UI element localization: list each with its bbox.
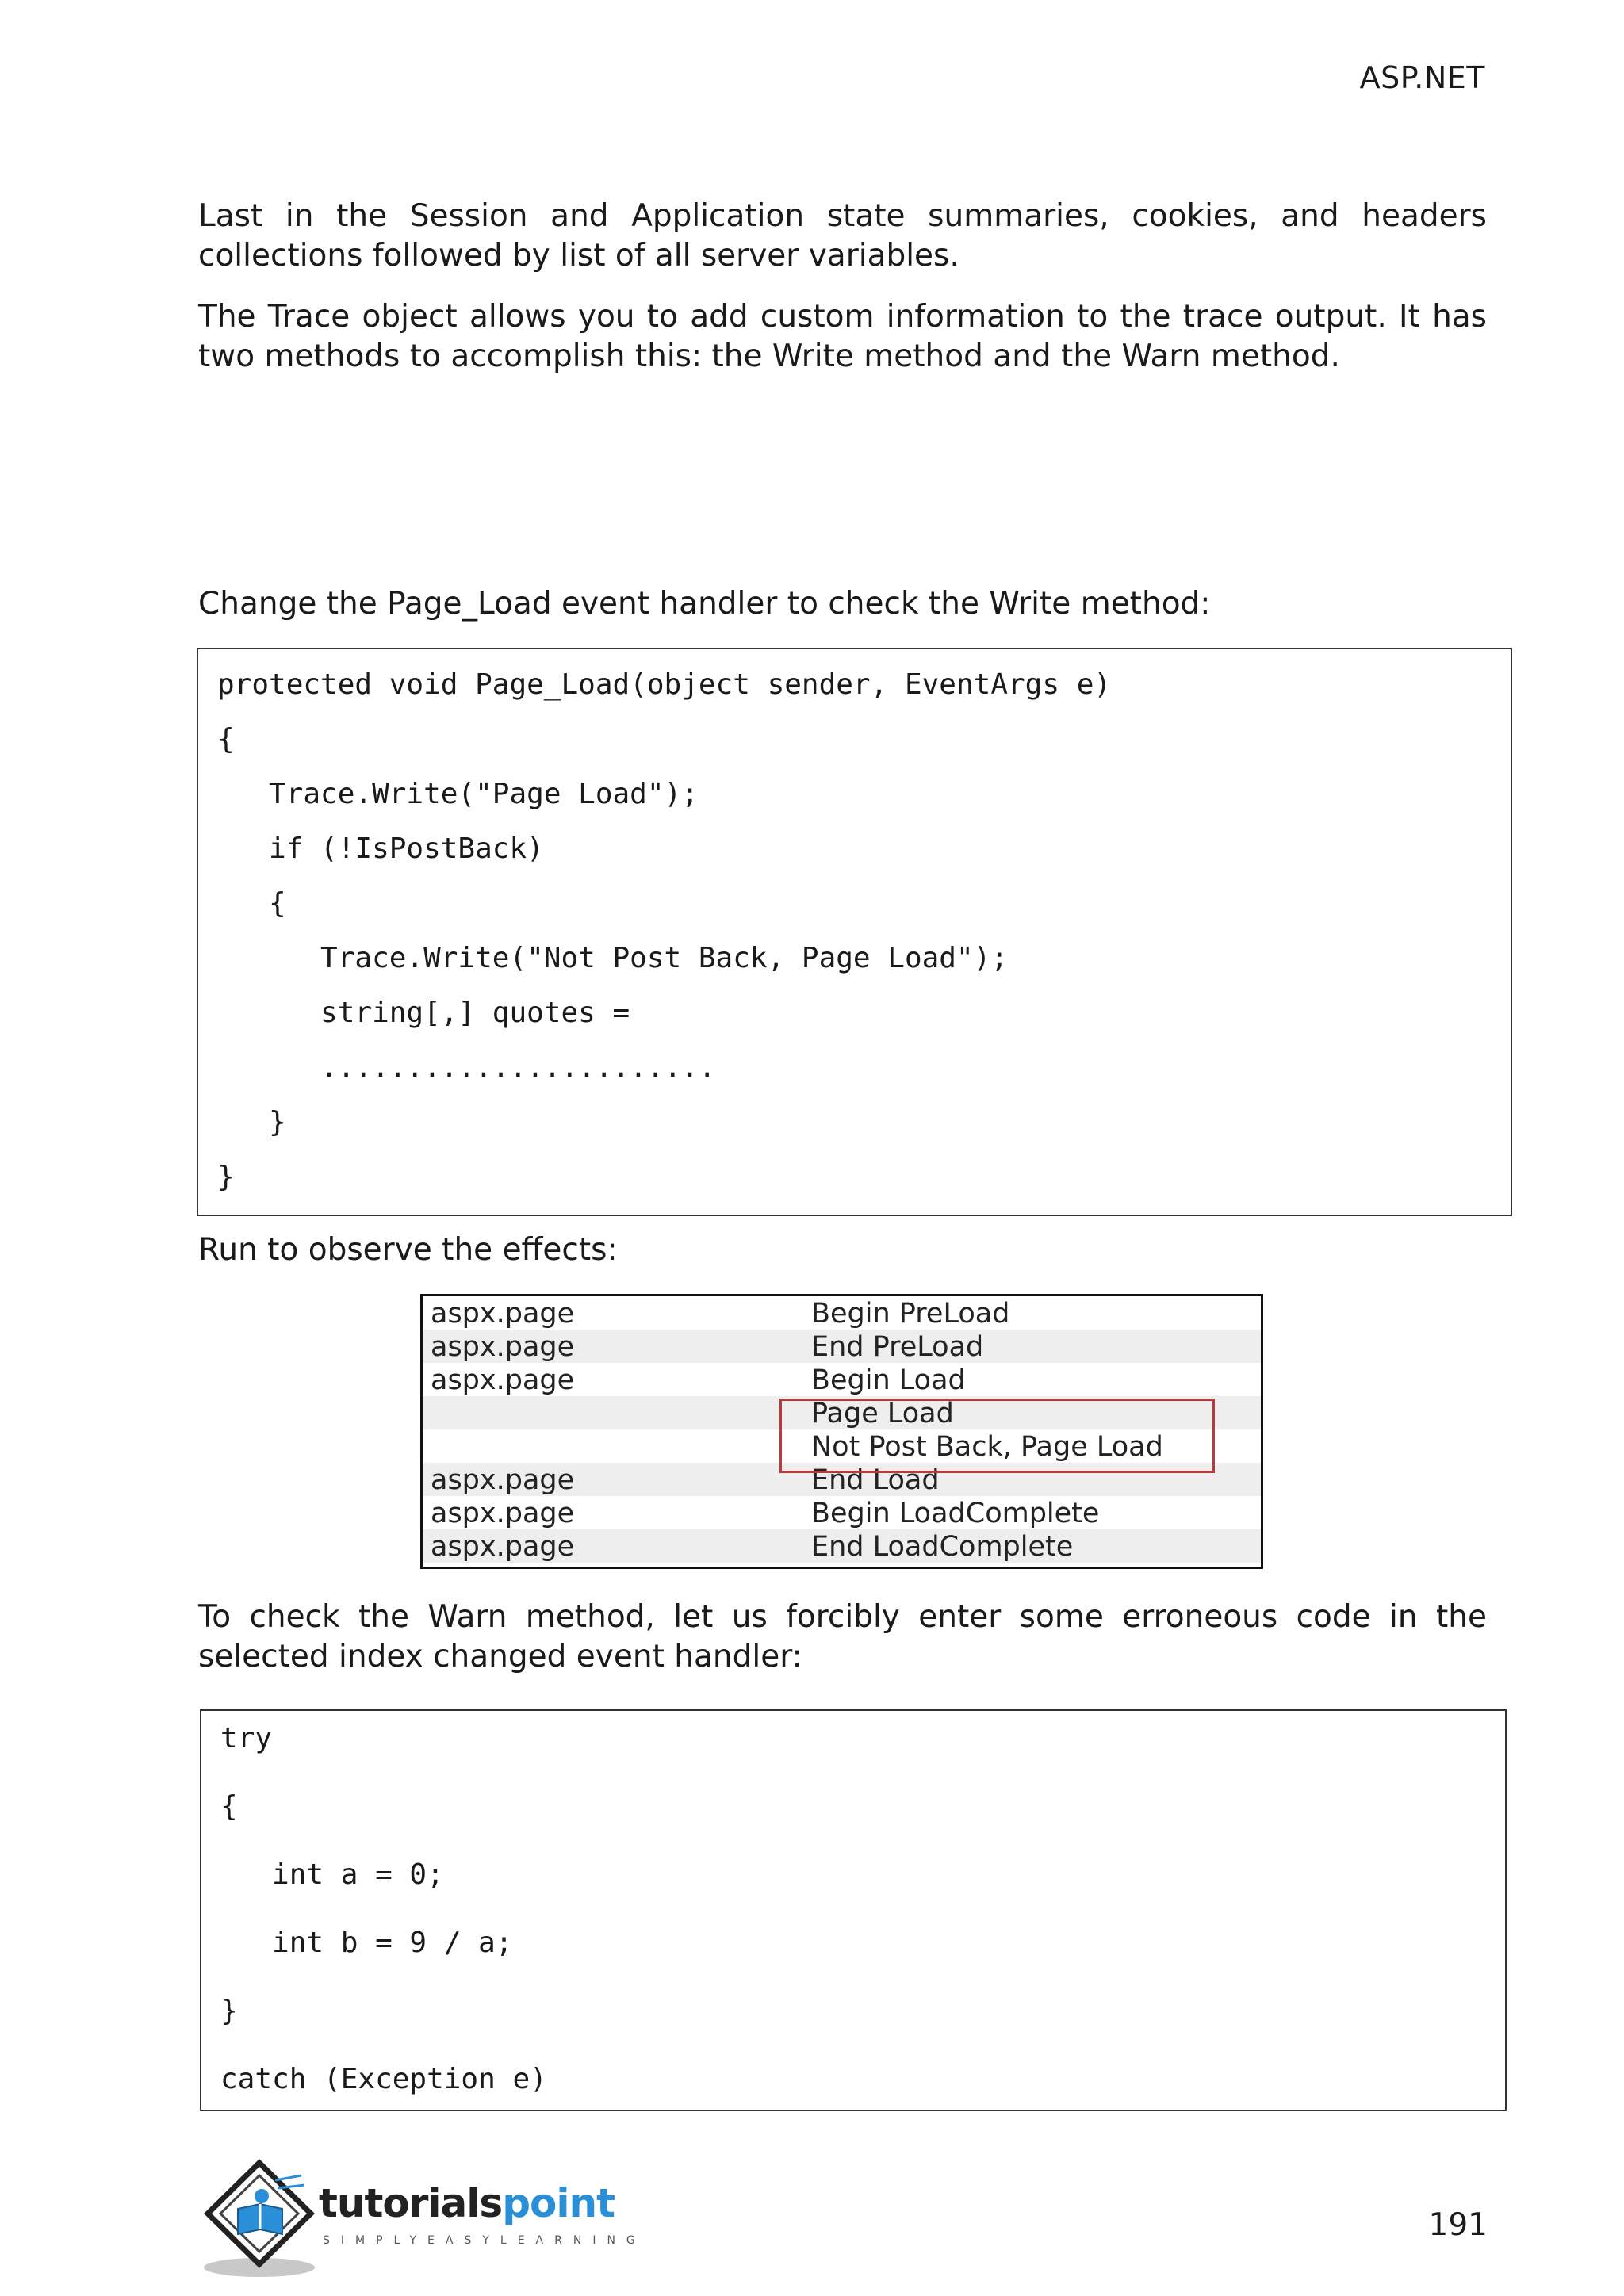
code-line: int b = 9 / a; — [220, 1927, 513, 1959]
trace-message: Page Load — [811, 1398, 954, 1429]
code-line: { — [217, 887, 286, 920]
paragraph-change-page-load: Change the Page_Load event handler to check the Write method: — [198, 586, 1211, 622]
code-line: Trace.Write("Not Post Back, Page Load"); — [217, 942, 1008, 974]
paragraph-trace-object: The Trace object allows you to add custom information to the trace output. It has two methods to accomplish this: the Write method and the Warn method. — [198, 299, 1487, 374]
code-line: { — [217, 723, 235, 756]
code-line: catch (Exception e) — [220, 2063, 547, 2095]
trace-message: End LoadComplete — [811, 1531, 1074, 1563]
code-line: } — [217, 1106, 286, 1138]
trace-category: aspx.page — [431, 1331, 575, 1363]
table-row — [423, 1529, 1261, 1563]
code-line: string[,] quotes = — [217, 997, 630, 1029]
trace-category: aspx.page — [431, 1498, 575, 1529]
code-block-page-load — [197, 648, 1512, 1216]
trace-category: aspx.page — [431, 1464, 575, 1496]
logo-tagline: SIMPLYEASYLEARNING — [323, 2234, 646, 2247]
code-line: if (!IsPostBack) — [217, 832, 544, 865]
trace-message: Begin Load — [811, 1364, 966, 1396]
highlight-box — [779, 1399, 1215, 1473]
logo-diamond-icon — [200, 2156, 319, 2283]
paragraph-state-summaries: Last in the Session and Application state summaries, cookies, and headers collections followed by list of all server variables. — [198, 198, 1487, 274]
page-header-title: ASP.NET — [1359, 60, 1485, 95]
trace-message: Begin PreLoad — [811, 1298, 1010, 1330]
table-row — [423, 1496, 1261, 1529]
trace-message: End Load — [811, 1464, 940, 1496]
code-line: protected void Page_Load(object sender, EventArgs e) — [217, 668, 1112, 701]
code-line: try — [220, 1722, 273, 1755]
trace-message: Begin LoadComplete — [811, 1498, 1100, 1529]
table-row — [423, 1330, 1261, 1363]
trace-message: End PreLoad — [811, 1331, 984, 1363]
code-line: ....................... — [217, 1051, 716, 1084]
trace-category: aspx.page — [431, 1364, 575, 1396]
code-line: } — [220, 1995, 238, 2027]
code-line: } — [217, 1161, 235, 1193]
code-line: int a = 0; — [220, 1858, 444, 1891]
table-row — [423, 1296, 1261, 1330]
code-block-try-catch — [200, 1709, 1507, 2111]
table-row — [423, 1363, 1261, 1396]
code-line: Trace.Write("Page Load"); — [217, 778, 699, 810]
trace-category: aspx.page — [431, 1531, 575, 1563]
paragraph-run-observe: Run to observe the effects: — [198, 1232, 618, 1268]
logo-wordmark: tutorialspoint — [319, 2180, 615, 2226]
trace-category: aspx.page — [431, 1298, 575, 1330]
tutorialspoint-logo — [200, 2156, 646, 2283]
paragraph-warn-method: To check the Warn method, let us forcibly enter some erroneous code in the selected index changed event handler: — [198, 1599, 1487, 1674]
trace-message: Not Post Back, Page Load — [811, 1431, 1163, 1463]
code-line: { — [220, 1790, 238, 1823]
page-number: 191 — [1428, 2207, 1488, 2243]
